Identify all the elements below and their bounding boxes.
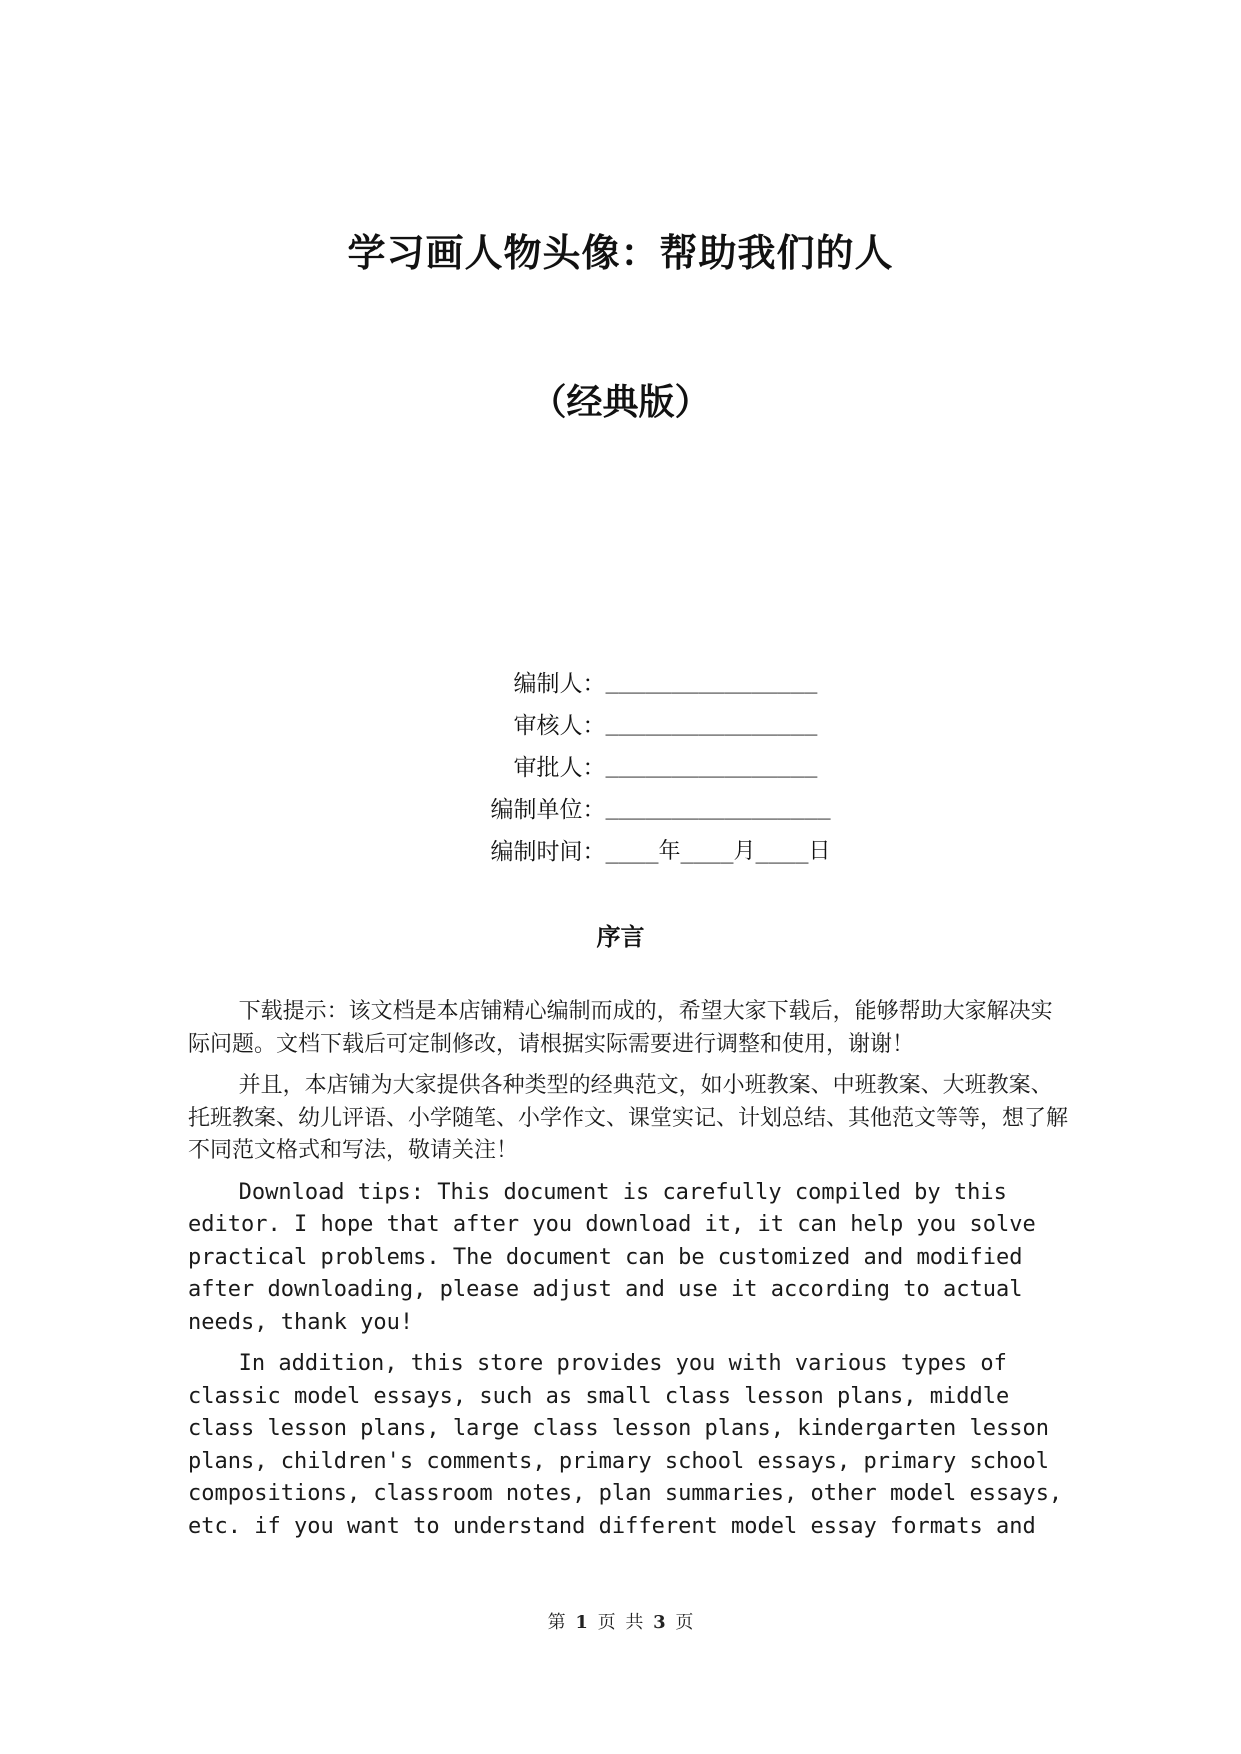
meta-blank: ________________ bbox=[605, 752, 818, 778]
preface-paragraph: 并且，本店铺为大家提供各种类型的经典范文，如小班教案、中班教案、大班教案、托班教案、幼儿评语、小学随笔、小学作文、课堂实记、计划总结、其他范文等等，想了解不同范文格式和写法，敬请关注！ bbox=[188, 1073, 1069, 1163]
meta-label: 审核人： bbox=[513, 712, 606, 739]
preface-body bbox=[188, 996, 1068, 1552]
meta-blank: _________________ bbox=[605, 794, 831, 820]
meta-label: 编制单位： bbox=[490, 796, 606, 823]
meta-row-unit bbox=[0, 786, 1241, 828]
preface-paragraph: In addition, this store provides you with various types of classic model essays, such as small class lesson plans, middle class lesson plans, large class lesson plans, kindergarten lesson plans, children's comments, primary school essays, primary school compositions, classroom notes, plan summaries, other model essays, etc. if you want to understand different model essay formats and bbox=[188, 1351, 1063, 1539]
footer-current-page: 1 bbox=[575, 1612, 588, 1633]
document-title: 学习画人物头像：帮助我们的人 bbox=[347, 230, 894, 275]
preface-heading: 序言 bbox=[596, 922, 645, 951]
footer-total-pages: 3 bbox=[653, 1612, 666, 1633]
meta-label: 编制时间： bbox=[490, 838, 606, 865]
meta-blank: ________________ bbox=[605, 668, 818, 694]
preface-paragraph: 下载提示：该文档是本店铺精心编制而成的，希望大家下载后，能够帮助大家解决实际问题。文档下载后可定制修改，请根据实际需要进行调整和使用，谢谢！ bbox=[188, 999, 1053, 1057]
page-number-footer bbox=[0, 1608, 1241, 1634]
meta-row-date bbox=[0, 828, 1241, 870]
meta-blank: ________________ bbox=[605, 710, 818, 736]
footer-middle: 页 共 bbox=[597, 1612, 644, 1633]
meta-row-reviewer bbox=[0, 702, 1241, 744]
meta-row-approver bbox=[0, 744, 1241, 786]
meta-blank: ____年____月____日 bbox=[605, 838, 831, 864]
document-subtitle: （经典版） bbox=[530, 381, 711, 423]
footer-suffix: 页 bbox=[675, 1612, 694, 1633]
footer-prefix: 第 bbox=[547, 1612, 566, 1633]
preface-paragraph: Download tips: This document is carefully compiled by this editor. I hope that after you download it, it can help you solve practical problems. The document can be customized and modified after downloading, please adjust and use it according to actual needs, thank you! bbox=[188, 1179, 1036, 1335]
signature-block bbox=[0, 660, 1241, 870]
meta-label: 编制人： bbox=[513, 670, 606, 697]
meta-row-compiler bbox=[0, 660, 1241, 702]
meta-label: 审批人： bbox=[513, 754, 606, 781]
